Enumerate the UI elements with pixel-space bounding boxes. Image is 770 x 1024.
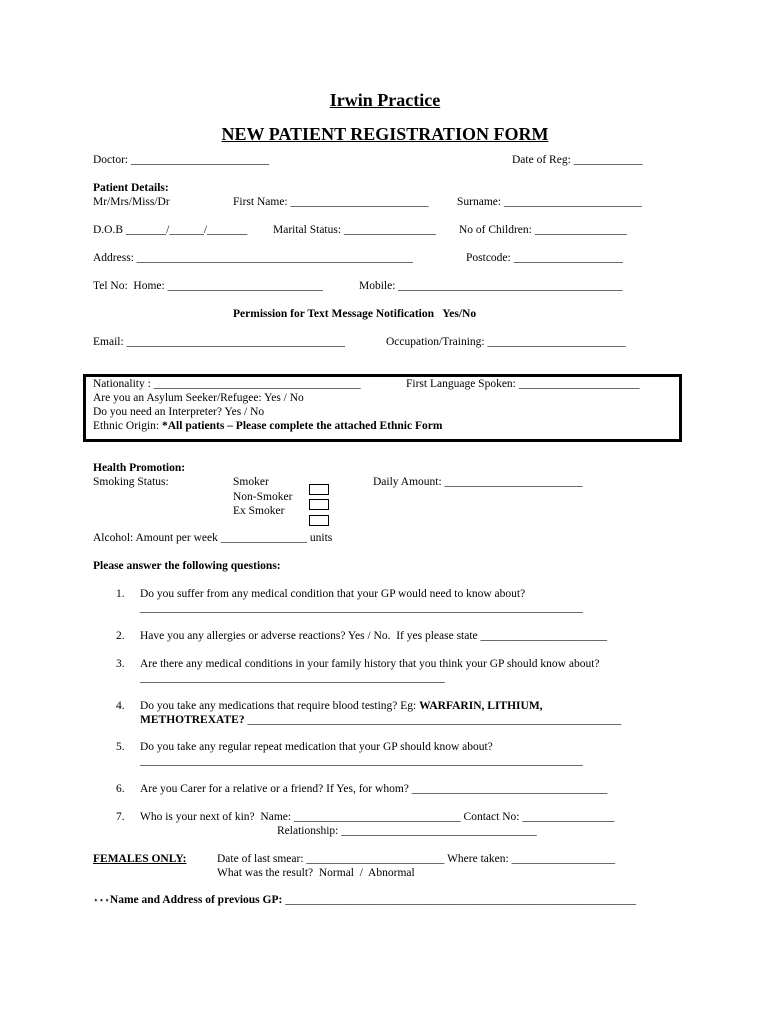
mobile-field[interactable]: Mobile: _______________________________________	[359, 280, 623, 292]
q3-text: Are there any medical conditions in your family history that you think your GP should know about?	[140, 658, 600, 670]
marital-status-field[interactable]: Marital Status: ________________	[273, 224, 436, 236]
interpreter-question[interactable]: Do you need an Interpreter? Yes / No	[93, 406, 265, 418]
q5-text: Do you take any regular repeat medication that your GP should know about?	[140, 741, 493, 753]
smoker-checkbox[interactable]	[309, 484, 329, 495]
previous-gp-label: Name and Address of previous GP:	[109, 894, 283, 906]
q1-number: 1.	[116, 588, 125, 600]
smoker-option-label: Smoker	[233, 476, 269, 488]
ethnic-origin-note: *All patients – Please complete the attached Ethnic Form	[162, 420, 443, 432]
ethnic-origin-label: Ethnic Origin:	[93, 420, 162, 432]
q4-answer-line[interactable]: _________________________________________________________________	[244, 714, 622, 726]
asylum-question[interactable]: Are you an Asylum Seeker/Refugee: Yes / No	[93, 392, 304, 404]
patient-details-heading: Patient Details:	[93, 182, 169, 194]
q6-text[interactable]: Are you Carer for a relative or a friend? If Yes, for whom? __________________________________	[140, 783, 608, 795]
q1-text: Do you suffer from any medical condition that your GP would need to know about?	[140, 588, 526, 600]
ex-smoker-checkbox[interactable]	[309, 515, 329, 526]
q5-number: 5.	[116, 741, 125, 753]
text-permission[interactable]: Permission for Text Message Notification Yes/No	[233, 308, 477, 320]
q4-text-plain: Do you take any medications that require blood testing? Eg:	[140, 700, 420, 712]
first-language-field[interactable]: First Language Spoken: _____________________	[406, 378, 640, 390]
q5-answer-line[interactable]: _____________________________________________________________________________	[140, 755, 583, 767]
form-title: NEW PATIENT REGISTRATION FORM	[221, 124, 549, 144]
date-of-reg-field[interactable]: Date of Reg: ____________	[512, 154, 643, 166]
questions-heading: Please answer the following questions:	[93, 560, 281, 572]
email-field[interactable]: Email: ______________________________________	[93, 336, 346, 348]
tel-home-field[interactable]: Tel No: Home: ___________________________	[93, 280, 323, 292]
address-field[interactable]: Address: ________________________________________________	[93, 252, 413, 264]
q2-number: 2.	[116, 630, 125, 642]
star-icon: ⋆⋆⋆	[93, 895, 110, 905]
q6-number: 6.	[116, 783, 125, 795]
dob-field[interactable]: D.O.B _______/______/_______	[93, 224, 248, 236]
q7-relationship-field[interactable]: Relationship: __________________________________	[277, 825, 537, 837]
q3-number: 3.	[116, 658, 125, 670]
surname-field[interactable]: Surname: ________________________	[457, 196, 642, 208]
previous-gp-field[interactable]	[93, 893, 636, 907]
title-field[interactable]: Mr/Mrs/Miss/Dr	[93, 196, 170, 208]
q2-text[interactable]: Have you any allergies or adverse reactions? Yes / No. If yes please state ______________________	[140, 630, 608, 642]
females-only-label: FEMALES ONLY:	[93, 853, 187, 865]
daily-amount-field[interactable]: Daily Amount: ________________________	[373, 476, 583, 488]
ex-smoker-option-label: Ex Smoker	[233, 505, 285, 517]
alcohol-field[interactable]: Alcohol: Amount per week _______________ units	[93, 532, 333, 544]
previous-gp-line[interactable]: _____________________________________________________________	[282, 894, 636, 906]
non-smoker-checkbox[interactable]	[309, 499, 329, 510]
q4-text-line2	[140, 713, 621, 727]
practice-name: Irwin Practice	[329, 90, 441, 110]
last-smear-field[interactable]: Date of last smear: ________________________ Where taken: __________________	[217, 853, 616, 865]
health-promotion-heading: Health Promotion:	[93, 462, 186, 474]
postcode-field[interactable]: Postcode: ___________________	[466, 252, 623, 264]
occupation-field[interactable]: Occupation/Training: ________________________	[386, 336, 626, 348]
smear-result-field[interactable]: What was the result? Normal / Abnormal	[217, 867, 415, 879]
doctor-field[interactable]: Doctor: ________________________	[93, 154, 270, 166]
q1-answer-line[interactable]: _____________________________________________________________________________	[140, 602, 583, 614]
smoking-status-label: Smoking Status:	[93, 476, 169, 488]
ethnic-origin	[93, 419, 442, 433]
q4-drugs-a: WARFARIN, LITHIUM,	[419, 700, 543, 712]
q4-number: 4.	[116, 700, 125, 712]
q7-text[interactable]: Who is your next of kin? Name: _____________________________ Contact No: ________________	[140, 811, 615, 823]
q4-drugs-b: METHOTREXATE?	[140, 714, 245, 726]
q7-number: 7.	[116, 811, 125, 823]
nationality-field[interactable]: Nationality : ____________________________________	[93, 378, 361, 390]
q3-answer-line[interactable]: _____________________________________________________	[140, 672, 445, 684]
q4-text	[140, 699, 543, 713]
children-field[interactable]: No of Children: ________________	[459, 224, 627, 236]
non-smoker-option-label: Non-Smoker	[233, 491, 293, 503]
first-name-field[interactable]: First Name: ________________________	[233, 196, 429, 208]
